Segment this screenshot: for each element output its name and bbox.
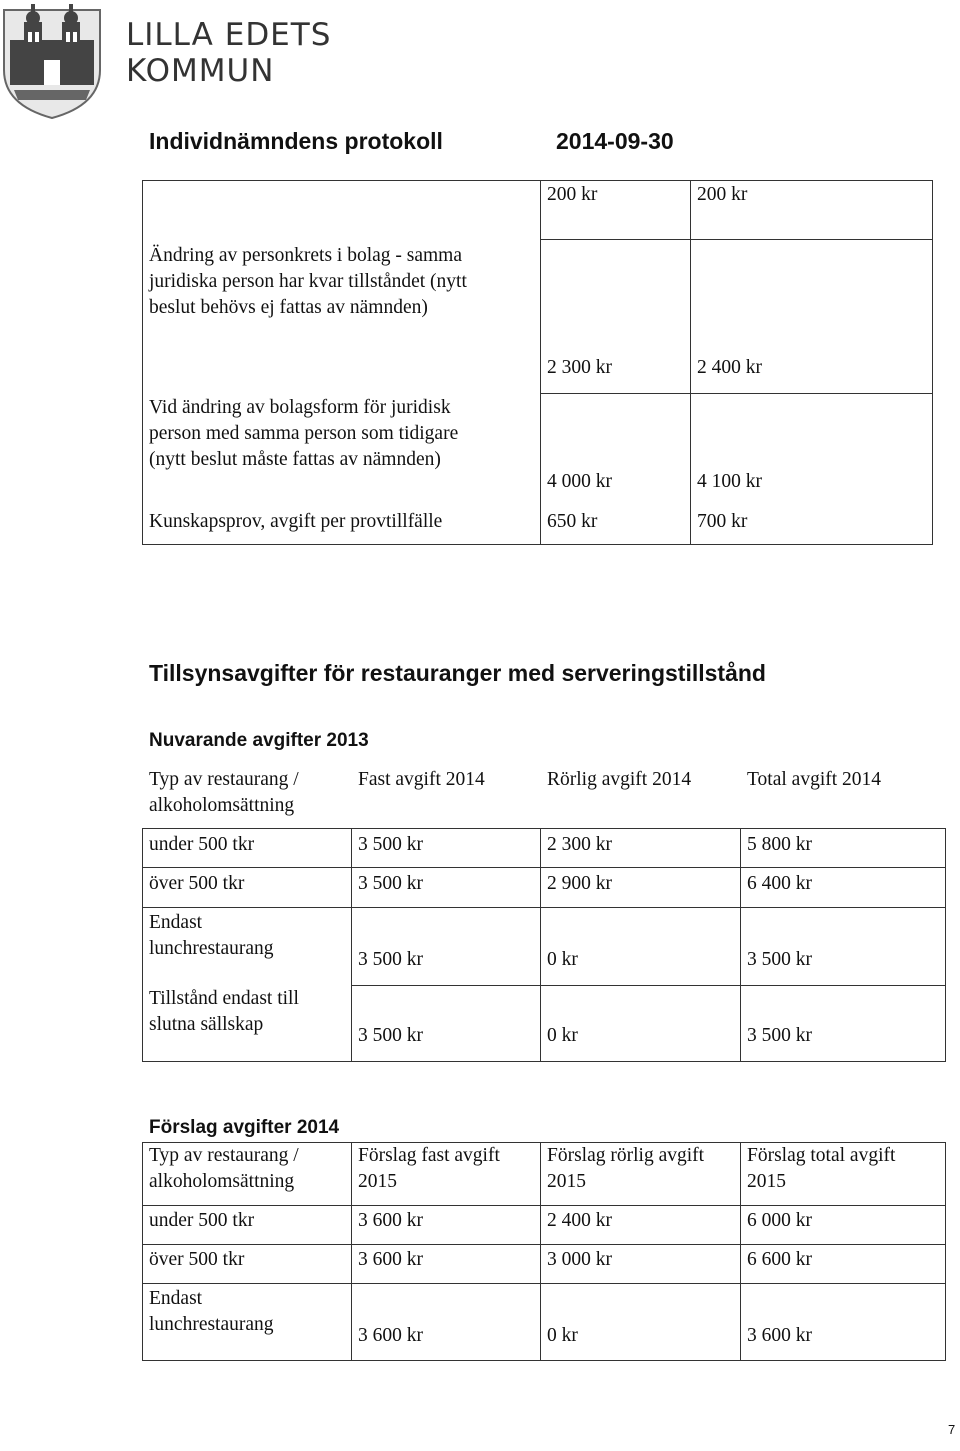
page-number: 7 <box>948 1422 956 1437</box>
proposal-header-total: Förslag total avgift 2015 <box>747 1145 896 1192</box>
table1-r3-value-1: 2 300 kr <box>547 357 612 378</box>
table1-r5-value-1: 650 kr <box>547 511 598 532</box>
table1-r4-label: Vid ändring av bolagsform för juridisk person med samma person som tidigare (nytt beslut måste fattas av nämnden) <box>149 397 459 470</box>
current-fees-heading: Nuvarande avgifter 2013 <box>149 730 369 751</box>
proposal-row-3-total: 3 600 kr <box>747 1325 812 1346</box>
current-row-3-total: 3 500 kr <box>747 949 812 970</box>
current-row-2-total: 6 400 kr <box>747 873 812 894</box>
table1-r4-value-1: 4 000 kr <box>547 471 612 492</box>
table1-r1-value-1: 200 kr <box>547 184 598 205</box>
table1-r5-value-2: 700 kr <box>697 511 748 532</box>
proposal-header-type: Typ av restaurang / alkoholomsättning <box>149 1145 299 1192</box>
current-row-2-type: över 500 tkr <box>149 873 245 894</box>
current-row-2-fixed: 3 500 kr <box>358 873 423 894</box>
current-row-4-total: 3 500 kr <box>747 1025 812 1046</box>
proposal-row-3-type: Endast lunchrestaurang <box>149 1288 274 1335</box>
document-date: 2014-09-30 <box>556 128 674 154</box>
proposal-header-fixed: Förslag fast avgift 2015 <box>358 1145 500 1192</box>
proposal-row-2-type: över 500 tkr <box>149 1249 245 1270</box>
proposal-row-2-fixed: 3 600 kr <box>358 1249 423 1270</box>
proposal-row-3-fixed: 3 600 kr <box>358 1325 423 1346</box>
proposal-row-2-variable: 3 000 kr <box>547 1249 612 1270</box>
current-row-2-variable: 2 900 kr <box>547 873 612 894</box>
proposal-row-1-variable: 2 400 kr <box>547 1210 612 1231</box>
current-header-variable: Rörlig avgift 2014 <box>547 769 692 790</box>
current-row-4-variable: 0 kr <box>547 1025 578 1046</box>
current-header-fixed: Fast avgift 2014 <box>358 769 485 790</box>
current-row-4-fixed: 3 500 kr <box>358 1025 423 1046</box>
section-title: Tillsynsavgifter för restauranger med serveringstillstånd <box>149 660 766 686</box>
table1-r4-value-2: 4 100 kr <box>697 471 762 492</box>
table1-r1-value-2: 200 kr <box>697 184 748 205</box>
table1-r2-label: Ändring av personkrets i bolag - samma juridiska person har kvar tillståndet (nytt beslut behövs ej fattas av nämnden) <box>149 245 467 318</box>
current-row-4-type: Tillstånd endast till slutna sällskap <box>149 988 299 1035</box>
current-row-3-type: Endast lunchrestaurang <box>149 912 274 959</box>
table1-r3-value-2: 2 400 kr <box>697 357 762 378</box>
current-header-type: Typ av restaurang / alkoholomsättning <box>149 769 299 816</box>
proposal-fees-heading: Förslag avgifter 2014 <box>149 1117 340 1138</box>
proposal-row-3-variable: 0 kr <box>547 1325 578 1346</box>
table1-r5-label: Kunskapsprov, avgift per provtillfälle <box>149 511 443 532</box>
logo-line-1: LILLA EDETS <box>126 17 332 53</box>
logo-line-2: KOMMUN <box>126 53 275 89</box>
current-row-1-variable: 2 300 kr <box>547 834 612 855</box>
proposal-row-2-total: 6 600 kr <box>747 1249 812 1270</box>
current-row-1-total: 5 800 kr <box>747 834 812 855</box>
proposal-row-1-type: under 500 tkr <box>149 1210 255 1231</box>
logo-wordmark <box>126 17 331 89</box>
document-title: Individnämndens protokoll <box>149 128 443 154</box>
proposal-row-1-total: 6 000 kr <box>747 1210 812 1231</box>
current-header-total: Total avgift 2014 <box>747 769 882 790</box>
current-row-3-fixed: 3 500 kr <box>358 949 423 970</box>
proposal-header-variable: Förslag rörlig avgift 2015 <box>547 1145 705 1192</box>
current-row-1-type: under 500 tkr <box>149 834 255 855</box>
current-row-1-fixed: 3 500 kr <box>358 834 423 855</box>
current-row-3-variable: 0 kr <box>547 949 578 970</box>
proposal-row-1-fixed: 3 600 kr <box>358 1210 423 1231</box>
